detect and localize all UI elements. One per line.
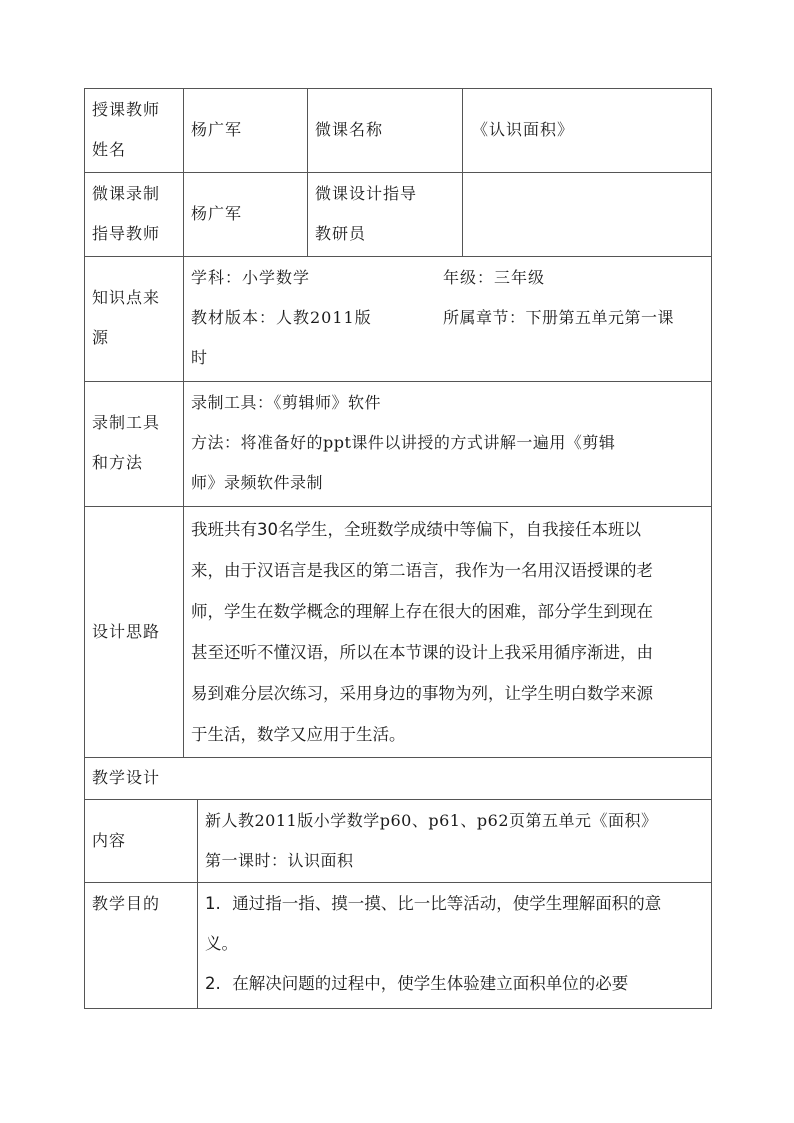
course-name-label: 微课名称 xyxy=(315,120,384,139)
border-row3 xyxy=(84,381,712,382)
chapter-line2: 时 xyxy=(191,348,209,367)
border-right xyxy=(711,88,712,1009)
content-line1: 新人教2011版小学数学p60、p61、p62页第五单元《面积》 xyxy=(205,811,658,830)
row4-label-line2: 和方法 xyxy=(92,453,144,472)
row3-label xyxy=(92,278,160,358)
objectives-text xyxy=(205,884,661,1004)
row1-label-line1: 授课教师 xyxy=(92,100,161,119)
objective-2-number: 2. xyxy=(205,974,221,993)
border-row4 xyxy=(84,506,712,507)
border-left xyxy=(84,88,85,1009)
row2-label-line1: 微课录制 xyxy=(92,184,161,203)
design-advisor-label xyxy=(315,174,417,254)
design-idea-line: 我班共有30名学生，全班数学成绩中等偏下，自我接任本班以 xyxy=(191,520,641,539)
row2-label-line2: 指导教师 xyxy=(92,224,161,243)
row3-label-line2: 源 xyxy=(92,328,110,347)
recording-tools-line1: 录制工具：《剪辑师》软件 xyxy=(191,393,382,412)
design-idea-line: 师，学生在数学概念的理解上存在很大的困难，部分学生到现在 xyxy=(191,602,653,621)
design-advisor-label-line2: 教研员 xyxy=(315,224,367,243)
objective-1-line2: 义。 xyxy=(205,934,238,953)
row2-label xyxy=(92,174,160,254)
border-row6 xyxy=(84,799,712,800)
border-col2-top xyxy=(307,88,308,256)
design-idea-line: 来，由于汉语言是我区的第二语言，我作为一名用汉语授课的老 xyxy=(191,561,653,580)
row1-label xyxy=(92,90,160,170)
chapter-line1: 所属章节：下册第五单元第一课 xyxy=(443,308,675,327)
advisor-name: 杨广军 xyxy=(191,204,243,223)
design-idea-line: 甚至还听不懂汉语，所以在本节课的设计上我采用循序渐进，由 xyxy=(191,643,653,662)
design-idea-label: 设计思路 xyxy=(92,622,161,641)
objective-1-number: 1. xyxy=(205,894,221,913)
subject: 学科：小学数学 xyxy=(191,268,311,287)
row1-label-line2: 姓名 xyxy=(92,140,127,159)
objective-item-2 xyxy=(205,964,661,1004)
design-idea-line: 易到难分层次练习，采用身边的事物为列，让学生明白数学来源 xyxy=(191,684,653,703)
content-line2: 第一课时：认识面积 xyxy=(205,851,354,870)
border-bottom xyxy=(84,1008,712,1009)
recording-tools-line2: 方法：将准备好的ppt课件以讲授的方式讲解一遍用《剪辑 xyxy=(191,433,616,452)
content-label: 内容 xyxy=(92,831,127,850)
border-row1 xyxy=(84,172,712,173)
border-row5 xyxy=(84,757,712,758)
design-idea-line: 于生活，数学又应用于生活。 xyxy=(191,725,406,744)
design-idea-text xyxy=(191,509,653,755)
objective-2-line1: 在解决问题的过程中，使学生体验建立面积单位的必要 xyxy=(232,974,629,993)
course-name-value: 《认识面积》 xyxy=(472,120,575,139)
row4-label-line1: 录制工具 xyxy=(92,413,161,432)
row4-label xyxy=(92,403,160,483)
grade: 年级：三年级 xyxy=(443,268,546,287)
border-col3-top xyxy=(462,88,463,256)
teaching-design-heading: 教学设计 xyxy=(92,768,161,787)
content-text xyxy=(205,801,658,881)
border-col1-bottom xyxy=(197,799,198,1009)
recording-tools-line3: 师》录频软件录制 xyxy=(191,473,324,492)
objectives-label: 教学目的 xyxy=(92,894,161,913)
border-col1-top xyxy=(183,88,184,757)
textbook-edition: 教材版本：人教2011版 xyxy=(191,308,372,327)
border-row2 xyxy=(84,256,712,257)
objective-item-1 xyxy=(205,884,661,924)
design-advisor-label-line1: 微课设计指导 xyxy=(315,184,418,203)
border-row7 xyxy=(84,882,712,883)
border-top xyxy=(84,88,712,89)
recording-tools xyxy=(191,383,615,503)
objective-1-line1: 通过指一指、摸一摸、比一比等活动，使学生理解面积的意 xyxy=(232,894,662,913)
row3-label-line1: 知识点来 xyxy=(92,288,161,307)
teacher-name: 杨广军 xyxy=(191,120,243,139)
